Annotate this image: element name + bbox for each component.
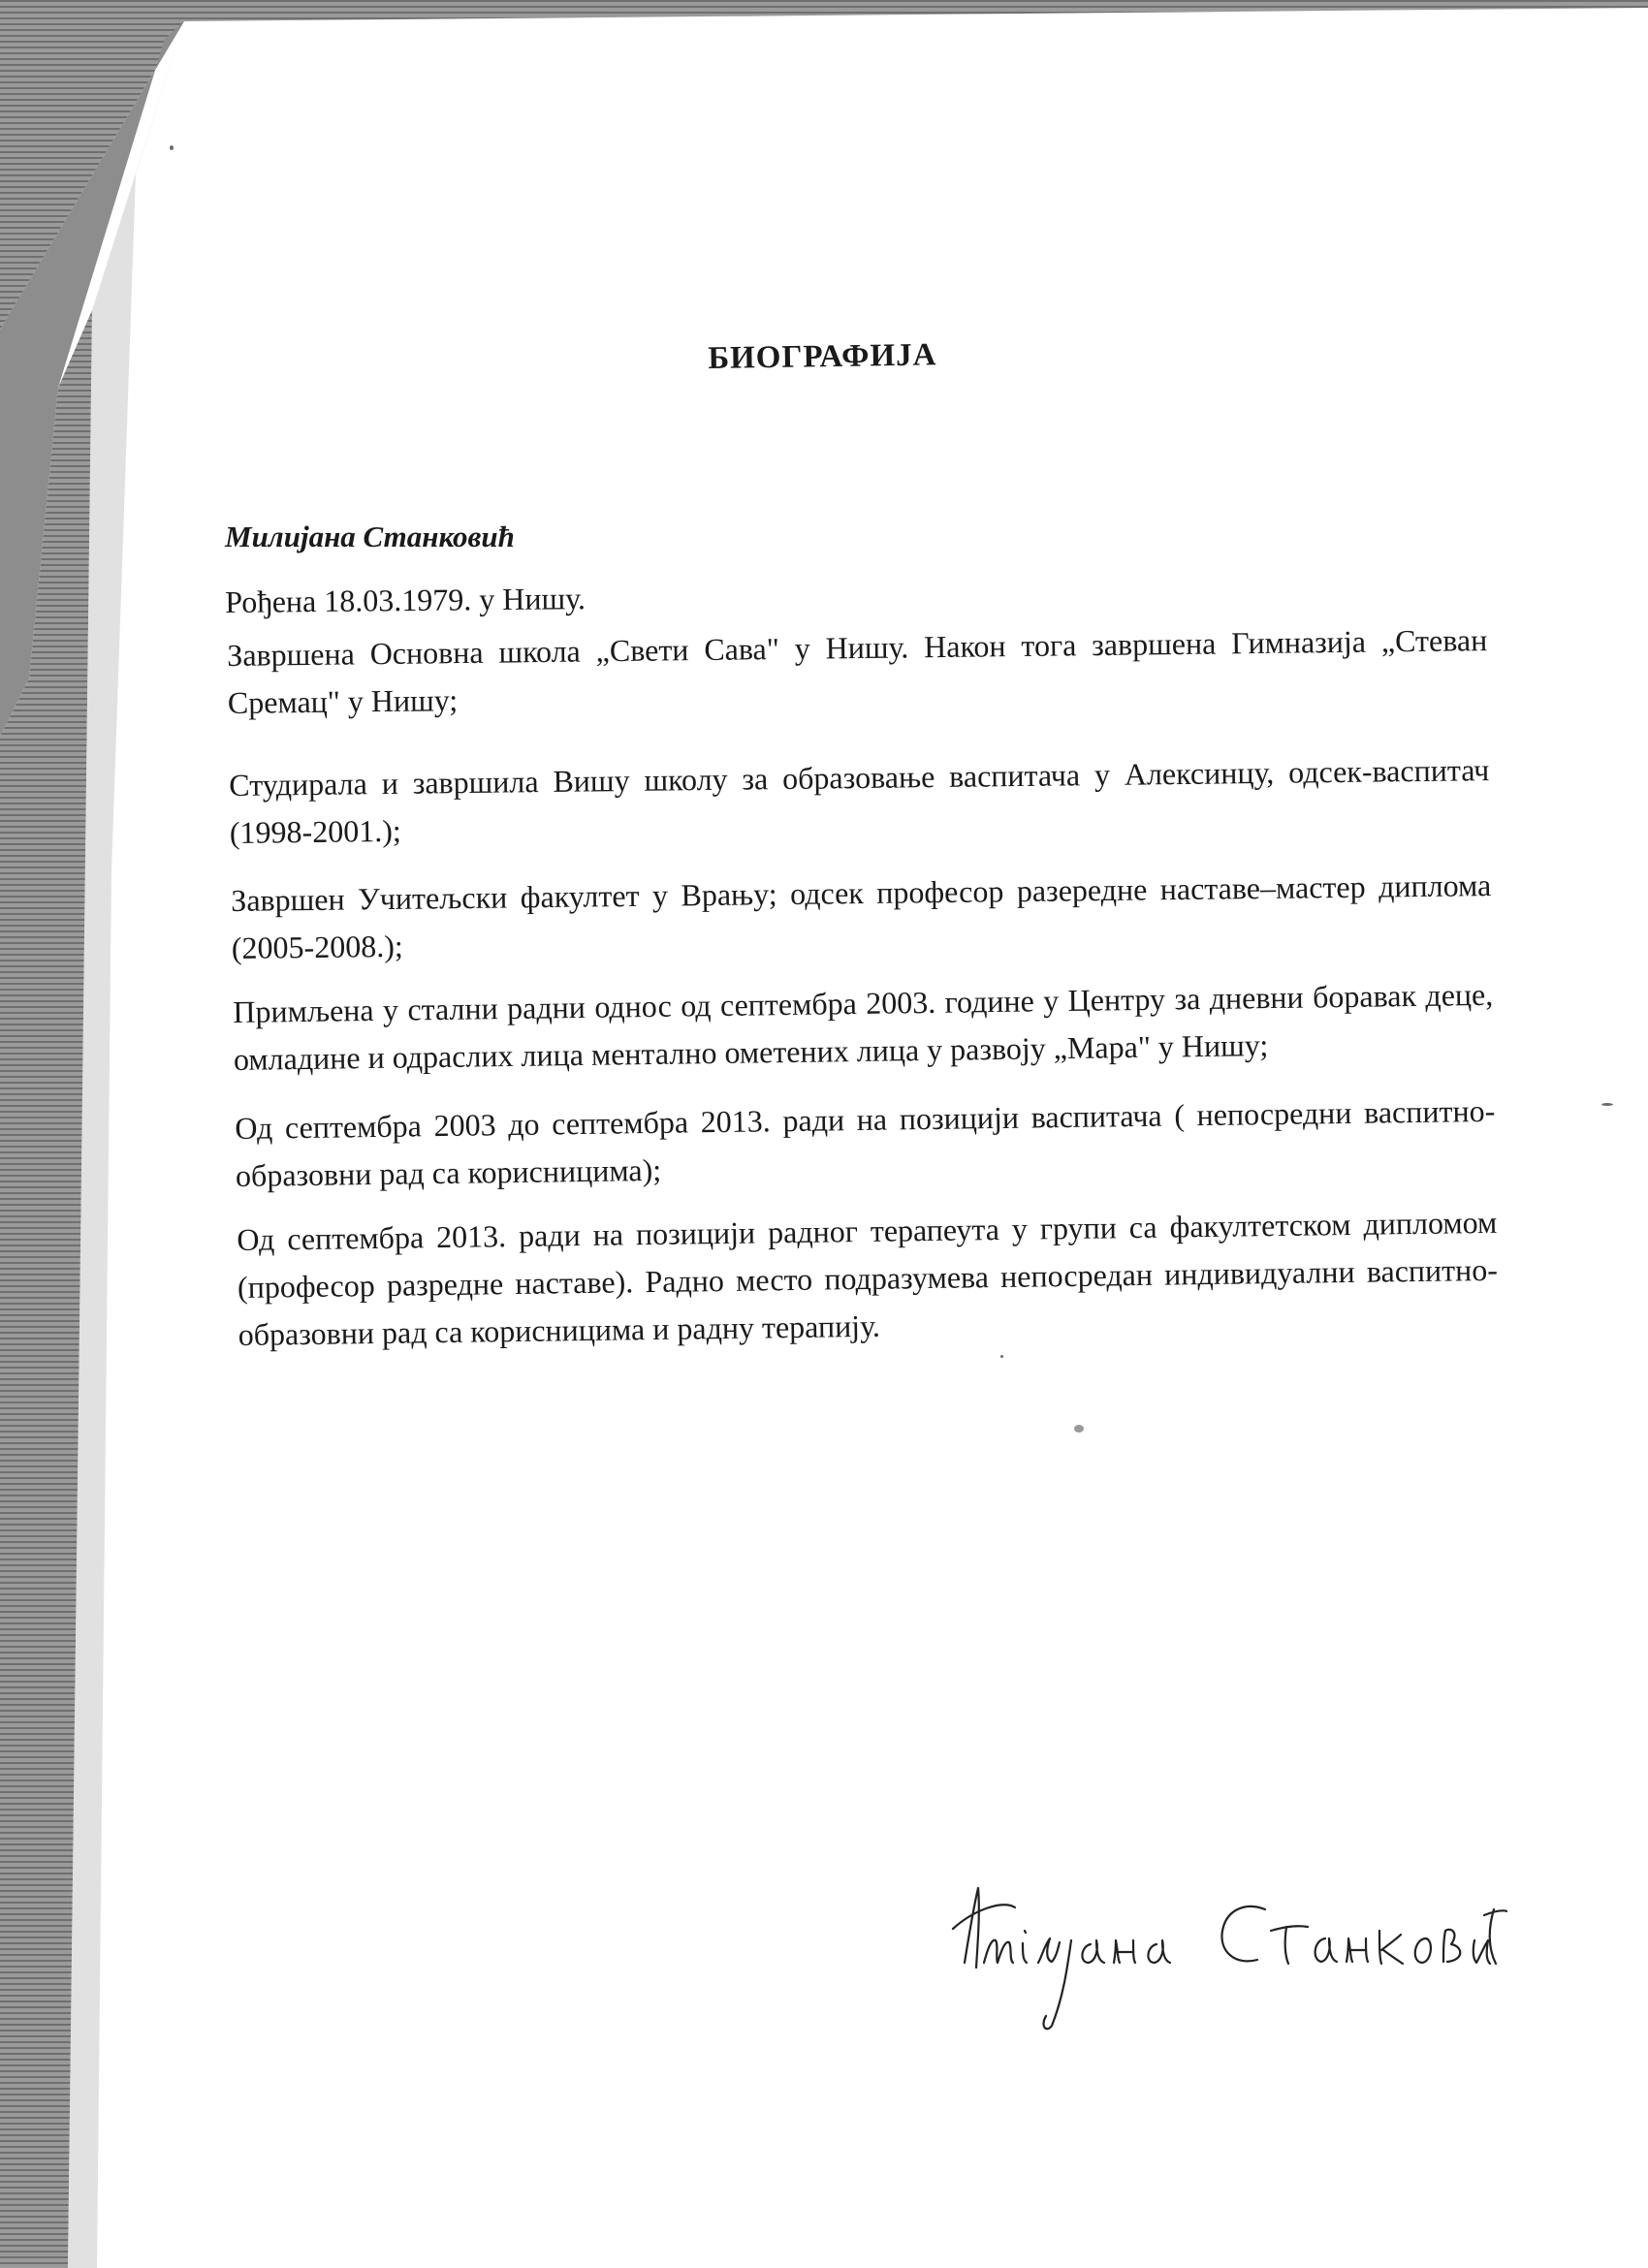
paragraph-employment: Примљена у стални радни однос од септембра 2003. године у Центру за дневни боравак деце, омладине и одраслих лица ментално ометених лица у развоју „Мара" у Нишу; [233, 976, 1494, 1077]
paragraph-faculty: Завршен Учитељски факултет у Врању; одсек професор разередне наставе–мастер диплома (2005-2008.); [231, 867, 1492, 965]
paragraph-school: Завршена Основна школа „Свети Сава" у Нишу. Након тога завршена Гимназија „Стеван Сремац" у Нишу; [227, 622, 1488, 720]
paragraph-birth: Рођена 18.03.1979. у Нишу. [225, 581, 586, 619]
scan-speck [1000, 1355, 1003, 1358]
paragraph-position-therapist: Од септембра 2013. ради на позицији радног терапеута у групи са факултетском дипломом (професор разредне наставе). Радно место подразумева непосредан индивидуални васпитно-образовни рад са корисницима и радну терапију. [237, 1204, 1499, 1352]
scan-speck [1074, 1425, 1084, 1433]
paragraph-position-educator: Од септембра 2003 до септембра 2013. ради на позицији васпитача ( непосредни васпитно-образовни рад са корисницима); [235, 1092, 1496, 1193]
scan-speck [170, 145, 174, 150]
handwritten-signature [945, 1871, 1507, 2035]
scan-speck [1601, 1103, 1613, 1106]
paragraph-college: Студирала и завршила Вишу школу за образовање васпитача у Алексинцу, одсек-васпитач (1998-2001.); [229, 752, 1490, 850]
document-title: БИОГРАФИЈА [708, 337, 937, 376]
person-name: Милијана Станковић [225, 520, 515, 553]
